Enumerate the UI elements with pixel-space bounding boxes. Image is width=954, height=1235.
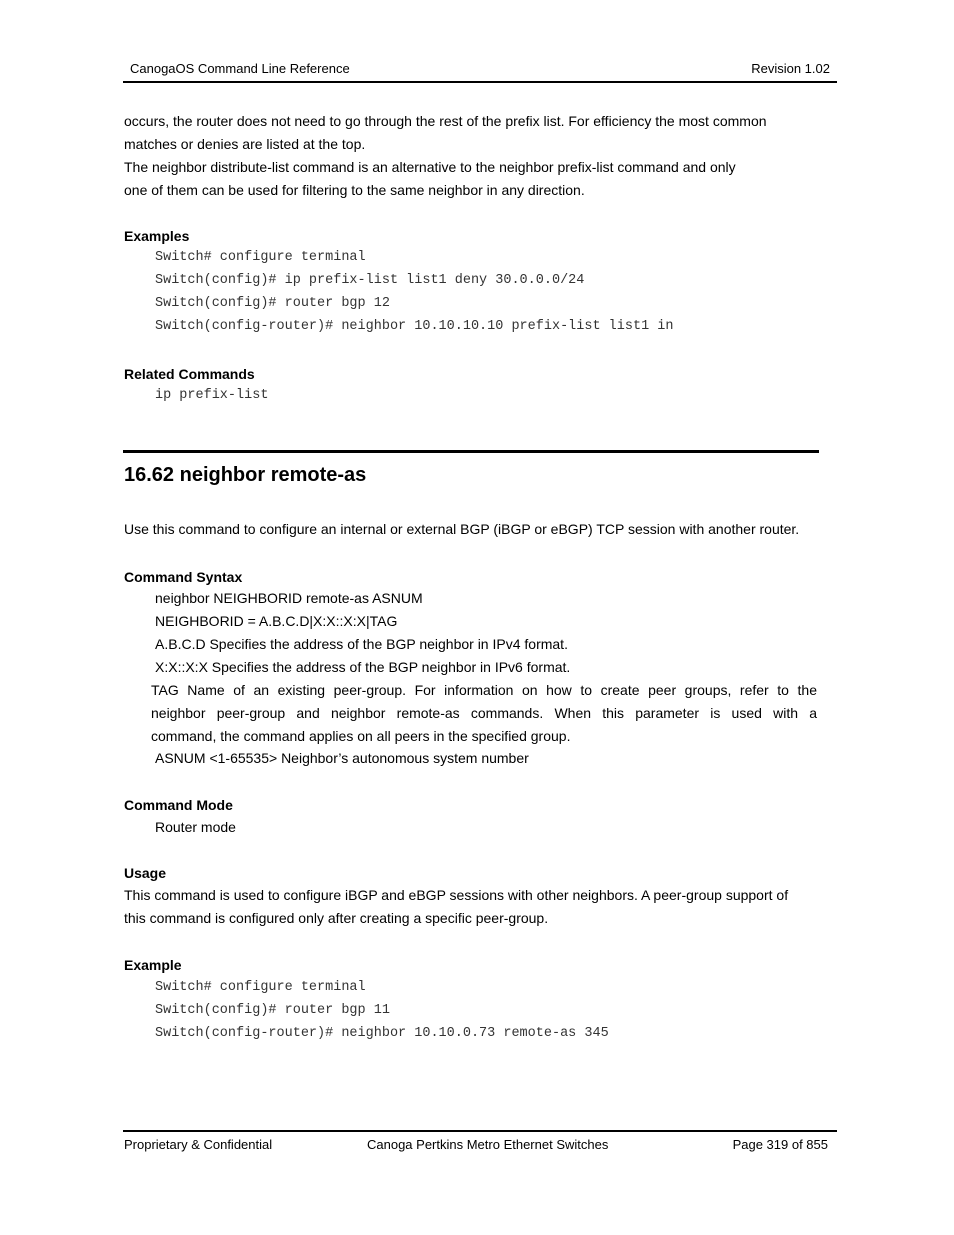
footer-rule <box>123 1130 837 1132</box>
syntax-tag-paragraph <box>151 679 817 748</box>
usage-line: this command is configured only after creating a specific peer-group. <box>124 910 549 926</box>
header-rule <box>123 81 837 83</box>
footer-company: Canoga Pertkins Metro Ethernet Switches <box>367 1137 609 1152</box>
intro-line: matches or denies are listed at the top. <box>124 136 366 152</box>
code-line: Switch(config)# router bgp 12 <box>155 296 390 311</box>
section-title: 16.62 neighbor remote-as <box>124 464 367 486</box>
header-revision: Revision 1.02 <box>751 61 830 76</box>
code-line: Switch(config)# ip prefix-list list1 deny 30.0.0.0/24 <box>155 273 585 288</box>
example-code-block <box>155 976 609 1045</box>
usage-paragraph <box>124 884 788 930</box>
header-title: CanogaOS Command Line Reference <box>130 61 350 76</box>
syntax-heading: Command Syntax <box>124 569 243 585</box>
mode-value: Router mode <box>155 819 236 835</box>
section-description: Use this command to configure an internal or external BGP (iBGP or eBGP) TCP session with another router. <box>124 521 800 537</box>
syntax-tag-line: TAG Name of an existing peer-group. For information on how to create peer groups, refer to the <box>151 682 817 698</box>
usage-heading: Usage <box>124 865 167 881</box>
intro-line: The neighbor distribute-list command is an alternative to the neighbor prefix-list command and only <box>124 159 736 175</box>
syntax-asnum: ASNUM <1-65535> Neighbor’s autonomous system number <box>155 750 529 766</box>
footer-page-number: Page 319 of 855 <box>732 1137 828 1152</box>
syntax-tag-line: neighbor peer-group and neighbor remote-as commands. When this parameter is used with a <box>151 705 817 721</box>
section-rule <box>123 450 819 453</box>
intro-line: occurs, the router does not need to go through the rest of the prefix list. For efficiency the most common <box>124 113 767 129</box>
related-heading: Related Commands <box>124 366 255 382</box>
intro-paragraph <box>124 110 767 202</box>
code-line: Switch(config)# router bgp 11 <box>155 1003 390 1018</box>
related-code-block <box>155 384 268 407</box>
usage-line: This command is used to configure iBGP and eBGP sessions with other neighbors. A peer-group support of <box>124 887 789 903</box>
syntax-line: NEIGHBORID = A.B.C.D|X:X::X:X|TAG <box>155 613 398 629</box>
code-line: Switch# configure terminal <box>155 980 366 995</box>
mode-heading: Command Mode <box>124 797 233 813</box>
code-line: Switch(config-router)# neighbor 10.10.10.10 prefix-list list1 in <box>155 319 674 334</box>
examples-code-block <box>155 246 673 338</box>
example-heading: Example <box>124 957 182 973</box>
syntax-line: A.B.C.D Specifies the address of the BGP neighbor in IPv4 format. <box>155 636 568 652</box>
code-line: Switch# configure terminal <box>155 250 366 265</box>
syntax-tag-line: command, the command applies on all peers in the specified group. <box>151 728 571 744</box>
examples-heading: Examples <box>124 228 190 244</box>
code-line: Switch(config-router)# neighbor 10.10.0.73 remote-as 345 <box>155 1026 609 1041</box>
code-line: ip prefix-list <box>155 388 269 403</box>
syntax-line: X:X::X:X Specifies the address of the BGP neighbor in IPv6 format. <box>155 659 571 675</box>
syntax-lines <box>155 587 570 679</box>
intro-line: one of them can be used for filtering to the same neighbor in any direction. <box>124 182 585 198</box>
footer-confidential: Proprietary & Confidential <box>124 1137 273 1152</box>
syntax-line: neighbor NEIGHBORID remote-as ASNUM <box>155 590 423 606</box>
